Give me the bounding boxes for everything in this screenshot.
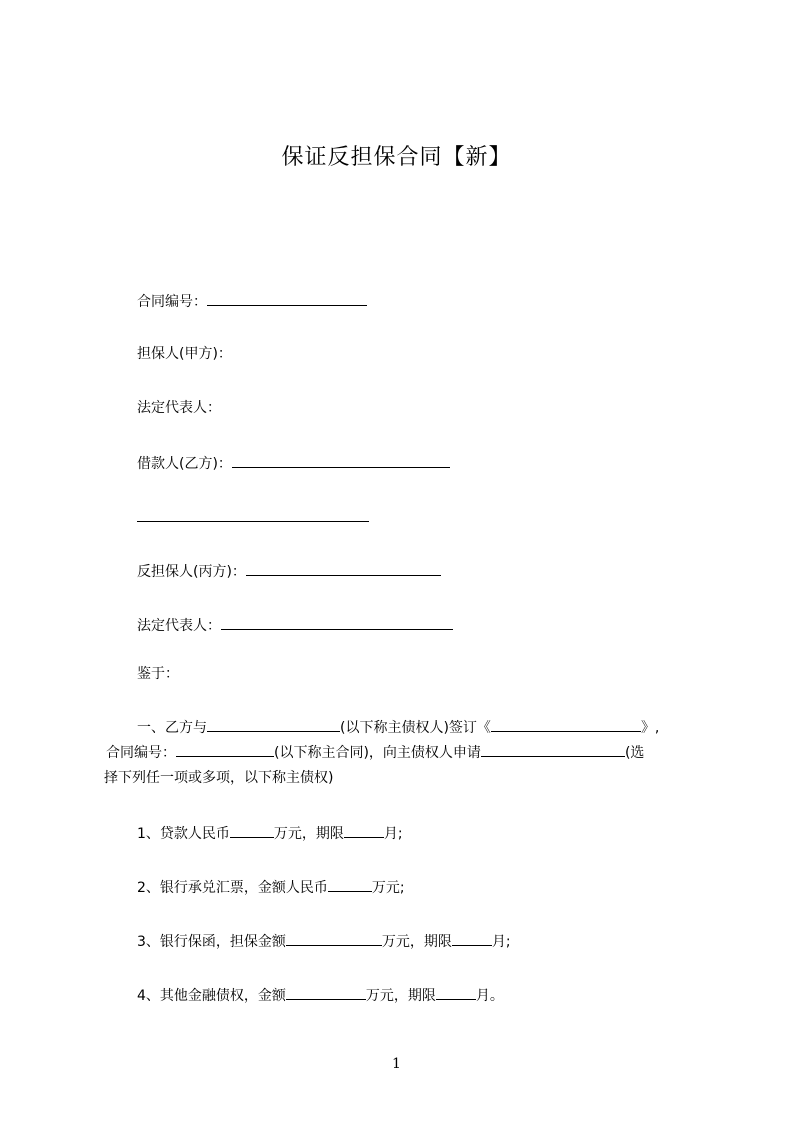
clause-1-text-c: 》, (640, 720, 660, 736)
item-3-text-a: 3、银行保函，担保金额 (137, 934, 286, 950)
item-3-text-c: 月; (491, 934, 511, 950)
counter-guarantor-label: 反担保人(丙方)： (137, 564, 246, 580)
main-contract-name-blank[interactable] (491, 716, 641, 732)
legal-rep-line-2 (137, 614, 453, 636)
item-2-text-b: 万元; (371, 880, 405, 896)
legal-rep-label-2: 法定代表人： (137, 618, 221, 634)
clause-1-line-2 (104, 741, 704, 766)
main-contract-number-blank[interactable] (176, 741, 274, 757)
clause-1-text-e: (以下称主合同)，向主债权人申请 (274, 745, 481, 761)
item-4 (137, 984, 504, 1006)
borrower-line (137, 452, 450, 474)
item-1 (137, 822, 403, 844)
document-title: 保证反担保合同【新】 (281, 145, 512, 170)
whereas-label: 鉴于： (137, 666, 179, 682)
clause-1-text-d: 合同编号： (106, 745, 176, 761)
item-1-text-a: 1、贷款人民币 (137, 826, 230, 842)
legal-rep-line-1 (137, 398, 221, 418)
legal-rep-label-1: 法定代表人： (137, 400, 221, 416)
item-2 (137, 876, 405, 898)
creditor-blank[interactable] (207, 716, 340, 732)
clause-1-line-1 (104, 716, 704, 741)
item-4-amount-blank[interactable] (286, 984, 366, 1000)
item-1-term-blank[interactable] (344, 822, 384, 838)
item-3-term-blank[interactable] (452, 930, 492, 946)
item-3-text-b: 万元，期限 (381, 934, 452, 950)
clause-1-line-3: 择下列任一项或多项，以下称主债权) (104, 770, 334, 786)
item-2-amount-blank[interactable] (328, 876, 372, 892)
page-number: 1 (392, 1056, 401, 1072)
guarantor-label: 担保人(甲方)： (137, 346, 232, 362)
borrower-label: 借款人(乙方)： (137, 456, 232, 472)
item-1-text-b: 万元，期限 (273, 826, 344, 842)
item-1-text-c: 月; (383, 826, 403, 842)
item-3 (137, 930, 511, 952)
borrower-blank-2[interactable] (137, 506, 369, 522)
item-4-text-c: 月。 (475, 988, 504, 1004)
contract-number-blank[interactable] (207, 290, 367, 306)
borrower-blank[interactable] (232, 452, 450, 468)
clause-1-text-a: 一、乙方与 (137, 720, 207, 736)
clause-1-text-f: (选 (624, 745, 645, 761)
item-1-amount-blank[interactable] (230, 822, 274, 838)
item-4-term-blank[interactable] (436, 984, 476, 1000)
application-blank[interactable] (481, 741, 625, 757)
counter-guarantor-blank[interactable] (246, 560, 441, 576)
contract-number-line (137, 290, 367, 312)
item-2-text-a: 2、银行承兑汇票，金额人民币 (137, 880, 328, 896)
whereas-line (137, 664, 179, 684)
clause-1-text-b: (以下称主债权人)签订《 (340, 720, 491, 736)
clause-1 (104, 716, 704, 791)
guarantor-line (137, 344, 232, 364)
borrower-continuation-line (137, 506, 369, 528)
counter-guarantor-line (137, 560, 441, 582)
contract-number-label: 合同编号： (137, 294, 207, 310)
item-4-text-b: 万元，期限 (365, 988, 436, 1004)
item-3-amount-blank[interactable] (286, 930, 382, 946)
item-4-text-a: 4、其他金融债权，金额 (137, 988, 286, 1004)
legal-rep-blank-2[interactable] (221, 614, 453, 630)
